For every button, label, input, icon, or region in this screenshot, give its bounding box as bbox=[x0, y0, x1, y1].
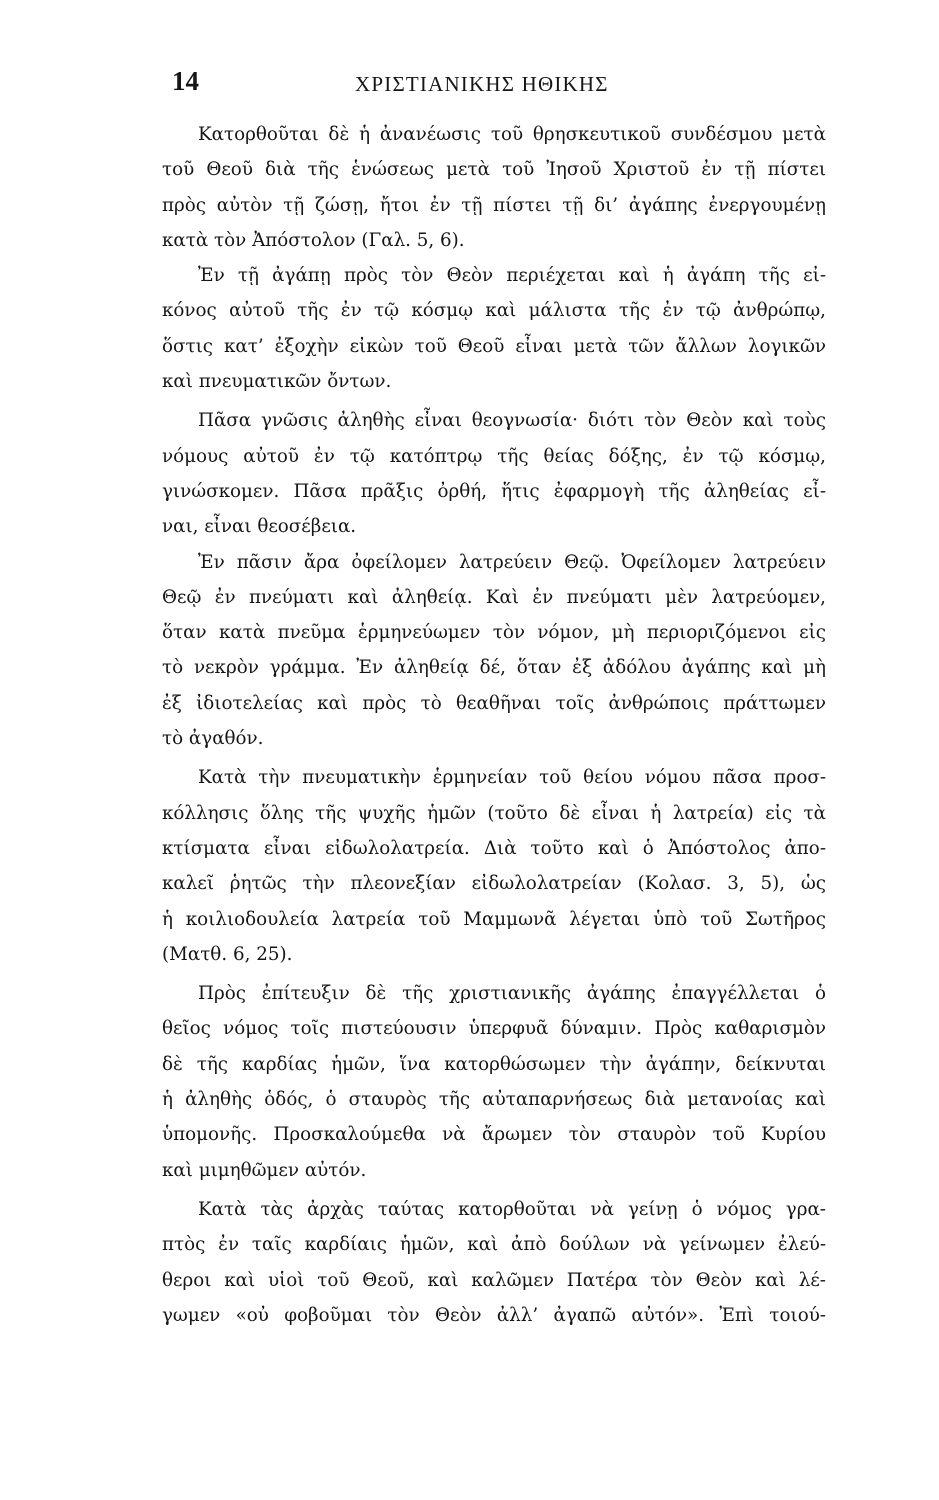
text-line: ἐξ ἰδιοτελείας καὶ πρὸς τὸ θεαθῆναι τοῖς ἀνθρώποις πράττωμεν bbox=[162, 692, 826, 714]
text-line: Κατὰ τὴν πνευματικὴν ἑρμηνείαν τοῦ θείου νόμου πᾶσα προσ- bbox=[198, 767, 826, 789]
text-line: ὑπομονῆς. Προσκαλούμεθα νὰ ἄρωμεν τὸν σταυρὸν τοῦ Κυρίου bbox=[162, 1124, 826, 1146]
text-line: γινώσκομεν. Πᾶσα πρᾶξις ὀρθή, ἥτις ἐφαρμογὴ τῆς ἀληθείας εἶ- bbox=[162, 480, 826, 502]
text-line: τοῦ Θεοῦ διὰ τῆς ἑνώσεως μετὰ τοῦ Ἰησοῦ Χριστοῦ ἐν τῇ πίστει bbox=[162, 159, 826, 181]
paragraph bbox=[162, 403, 826, 544]
text-line: κατὰ τὸν Ἀπόστολον (Γαλ. 5, 6). bbox=[162, 229, 465, 251]
text-line: Πᾶσα γνῶσις ἀληθὴς εἶναι θεογνωσία· διότι τὸν Θεὸν καὶ τοὺς bbox=[198, 410, 826, 432]
page-number: 14 bbox=[172, 66, 199, 96]
text-line: Ἐν πᾶσιν ἄρα ὀφείλομεν λατρεύειν Θεῷ. Ὀφείλομεν λατρεύειν bbox=[198, 551, 826, 573]
text-line: καὶ πνευματικῶν ὄντων. bbox=[162, 371, 392, 393]
text-line: πρὸς αὐτὸν τῇ ζώσῃ, ἤτοι ἐν τῇ πίστει τῇ δι’ ἀγάπης ἐνεργουμένῃ bbox=[162, 194, 826, 216]
text-line: Πρὸς ἐπίτευξιν δὲ τῆς χριστιανικῆς ἀγάπης ἐπαγγέλλεται ὁ bbox=[198, 983, 826, 1005]
page-header bbox=[0, 66, 939, 106]
text-line: ἡ ἀληθὴς ὁδός, ὁ σταυρὸς τῆς αὐταπαρνήσεως διὰ μετανοίας καὶ bbox=[162, 1089, 826, 1111]
paragraph bbox=[162, 545, 826, 757]
paragraph bbox=[162, 1192, 826, 1333]
text-line: ἡ κοιλιοδουλεία λατρεία τοῦ Μαμμωνᾶ λέγεται ὑπὸ τοῦ Σωτῆρος bbox=[162, 908, 826, 930]
text-line: θεροι καὶ υἱοὶ τοῦ Θεοῦ, καὶ καλῶμεν Πατέρα τὸν Θεὸν καὶ λέ- bbox=[162, 1269, 826, 1291]
text-line: τὸ ἀγαθόν. bbox=[162, 728, 264, 750]
text-line: ὅταν κατὰ πνεῦμα ἑρμηνεύωμεν τὸν νόμον, μὴ περιοριζόμενοι εἰς bbox=[162, 622, 826, 644]
text-line: (Ματθ. 6, 25). bbox=[162, 943, 293, 965]
text-line: δὲ τῆς καρδίας ἡμῶν, ἵνα κατορθώσωμεν τὴν ἀγάπην, δείκνυται bbox=[162, 1053, 826, 1075]
text-line: πτὸς ἐν ταῖς καρδίαις ἡμῶν, καὶ ἀπὸ δούλων νὰ γείνωμεν ἐλεύ- bbox=[162, 1234, 826, 1256]
text-line: θεῖος νόμος τοῖς πιστεύουσιν ὑπερφυᾶ δύναμιν. Πρὸς καθαρισμὸν bbox=[162, 1018, 826, 1040]
text-line: τὸ νεκρὸν γράμμα. Ἐν ἀληθείᾳ δέ, ὅταν ἐξ ἀδόλου ἀγάπης καὶ μὴ bbox=[162, 657, 826, 679]
paragraph bbox=[162, 976, 826, 1188]
text-line: Ἐν τῇ ἀγάπῃ πρὸς τὸν Θεὸν περιέχεται καὶ ἡ ἀγάπη τῆς εἰ- bbox=[198, 265, 826, 287]
paragraph bbox=[162, 117, 826, 258]
text-line: γωμεν «οὐ φοβοῦμαι τὸν Θεὸν ἀλλ’ ἀγαπῶ αὐτόν». Ἐπὶ τοιού- bbox=[162, 1304, 826, 1326]
paragraph bbox=[162, 760, 826, 972]
text-line: Κατορθοῦται δὲ ἡ ἀνανέωσις τοῦ θρησκευτικοῦ συνδέσμου μετὰ bbox=[198, 124, 826, 145]
text-line: ὅστις κατ’ ἐξοχὴν εἰκὼν τοῦ Θεοῦ εἶναι μετὰ τῶν ἄλλων λογικῶν bbox=[162, 335, 826, 357]
running-title: ΧΡΙΣΤΙΑΝΙΚΗΣ ΗΘΙΚΗΣ bbox=[355, 72, 609, 96]
text-line: Θεῷ ἐν πνεύματι καὶ ἀληθείᾳ. Καὶ ἐν πνεύματι μὲν λατρεύομεν, bbox=[162, 586, 826, 608]
text-line: ναι, εἶναι θεοσέβεια. bbox=[162, 516, 357, 538]
text-line: κτίσματα εἶναι εἰδωλολατρεία. Διὰ τοῦτο καὶ ὁ Ἀπόστολος ἀπο- bbox=[162, 837, 826, 859]
text-line: κόλλησις ὅλης τῆς ψυχῆς ἡμῶν (τοῦτο δὲ εἶναι ἡ λατρεία) εἰς τὰ bbox=[162, 802, 826, 824]
text-line: νόμους αὐτοῦ ἐν τῷ κατόπτρῳ τῆς θείας δόξης, ἐν τῷ κόσμῳ, bbox=[162, 445, 826, 467]
body-text bbox=[162, 117, 826, 1333]
text-line: καὶ μιμηθῶμεν αὐτόν. bbox=[162, 1159, 367, 1181]
text-line: Κατὰ τὰς ἀρχὰς ταύτας κατορθοῦται νὰ γείνῃ ὁ νόμος γρα- bbox=[198, 1198, 826, 1220]
text-line: κόνος αὐτοῦ τῆς ἐν τῷ κόσμῳ καὶ μάλιστα τῆς ἐν τῷ ἀνθρώπῳ, bbox=[162, 300, 826, 322]
paragraph bbox=[162, 258, 826, 399]
text-line: καλεῖ ῥητῶς τὴν πλεονεξίαν εἰδωλολατρείαν (Κολασ. 3, 5), ὡς bbox=[162, 873, 826, 895]
